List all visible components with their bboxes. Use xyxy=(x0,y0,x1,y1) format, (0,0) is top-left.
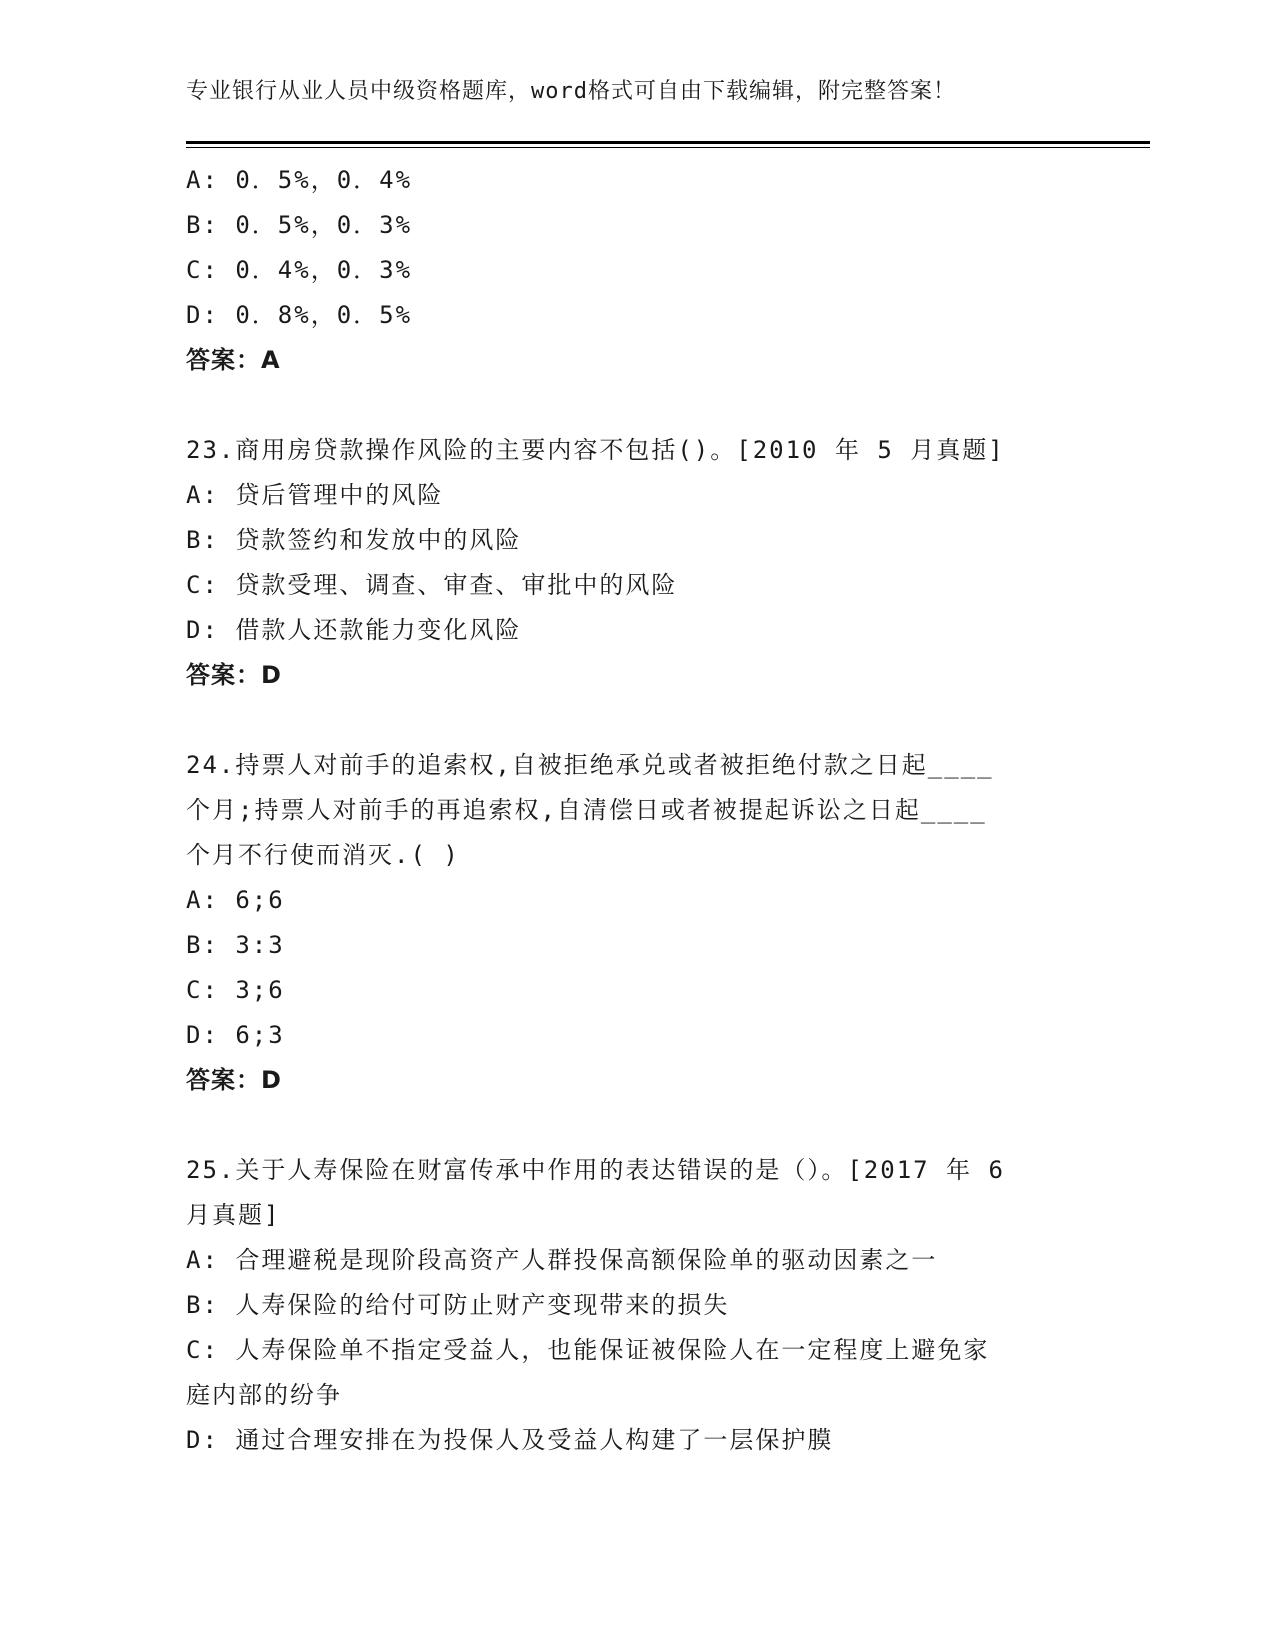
option-a: A: 6;6 xyxy=(186,886,285,914)
option-d: D: 0．8%，0．5% xyxy=(186,301,413,329)
spacer xyxy=(186,1103,1086,1148)
answer: 答案：D xyxy=(186,661,282,689)
question-stem: 23.商用房贷款操作风险的主要内容不包括()。[2010 年 5 月真题] xyxy=(186,436,1005,464)
question-list xyxy=(186,158,1086,1463)
question-stem-line-2: 个月;持票人对前手的再追索权,自清偿日或者被提起诉讼之日起____ xyxy=(186,796,987,824)
answer: 答案：A xyxy=(186,346,281,374)
option-b: B: 3:3 xyxy=(186,931,285,959)
option-b: B: 贷款签约和发放中的风险 xyxy=(186,526,522,554)
question-stem-line-1: 24.持票人对前手的追索权,自被拒绝承兑或者被拒绝付款之日起____ xyxy=(186,751,994,779)
option-c: C: 0．4%，0．3% xyxy=(186,256,413,284)
question-22 xyxy=(186,158,1086,383)
option-c: C: 人寿保险单不指定受益人，也能保证被保险人在一定程度上避免家 xyxy=(186,1336,990,1364)
question-stem-line-1: 25.关于人寿保险在财富传承中作用的表达错误的是（）。[2017 年 6 xyxy=(186,1156,1005,1184)
question-stem-line-2: 月真题] xyxy=(186,1201,281,1229)
spacer xyxy=(186,698,1086,743)
option-c: C: 3;6 xyxy=(186,976,285,1004)
option-c-continued: 庭内部的纷争 xyxy=(186,1381,342,1409)
question-24 xyxy=(186,743,1086,1103)
question-23 xyxy=(186,428,1086,698)
answer: 答案：D xyxy=(186,1066,282,1094)
header-divider-thin xyxy=(186,147,1150,148)
header-divider-thick xyxy=(186,141,1150,144)
option-a: A: 合理避税是现阶段高资产人群投保高额保险单的驱动因素之一 xyxy=(186,1246,938,1274)
option-b: B: 0．5%，0．3% xyxy=(186,211,413,239)
spacer xyxy=(186,383,1086,428)
option-d: D: 通过合理安排在为投保人及受益人构建了一层保护膜 xyxy=(186,1426,834,1454)
option-a: A: 贷后管理中的风险 xyxy=(186,481,444,509)
page-header: 专业银行从业人员中级资格题库，word格式可自由下载编辑，附完整答案！ xyxy=(186,79,956,104)
option-d: D: 借款人还款能力变化风险 xyxy=(186,616,522,644)
option-d: D: 6;3 xyxy=(186,1021,285,1049)
option-c: C: 贷款受理、调查、审查、审批中的风险 xyxy=(186,571,678,599)
option-b: B: 人寿保险的给付可防止财产变现带来的损失 xyxy=(186,1291,730,1319)
option-a: A: 0．5%，0．4% xyxy=(186,166,413,194)
question-25 xyxy=(186,1148,1086,1463)
question-stem-line-3: 个月不行使而消灭.( ) xyxy=(186,841,460,869)
